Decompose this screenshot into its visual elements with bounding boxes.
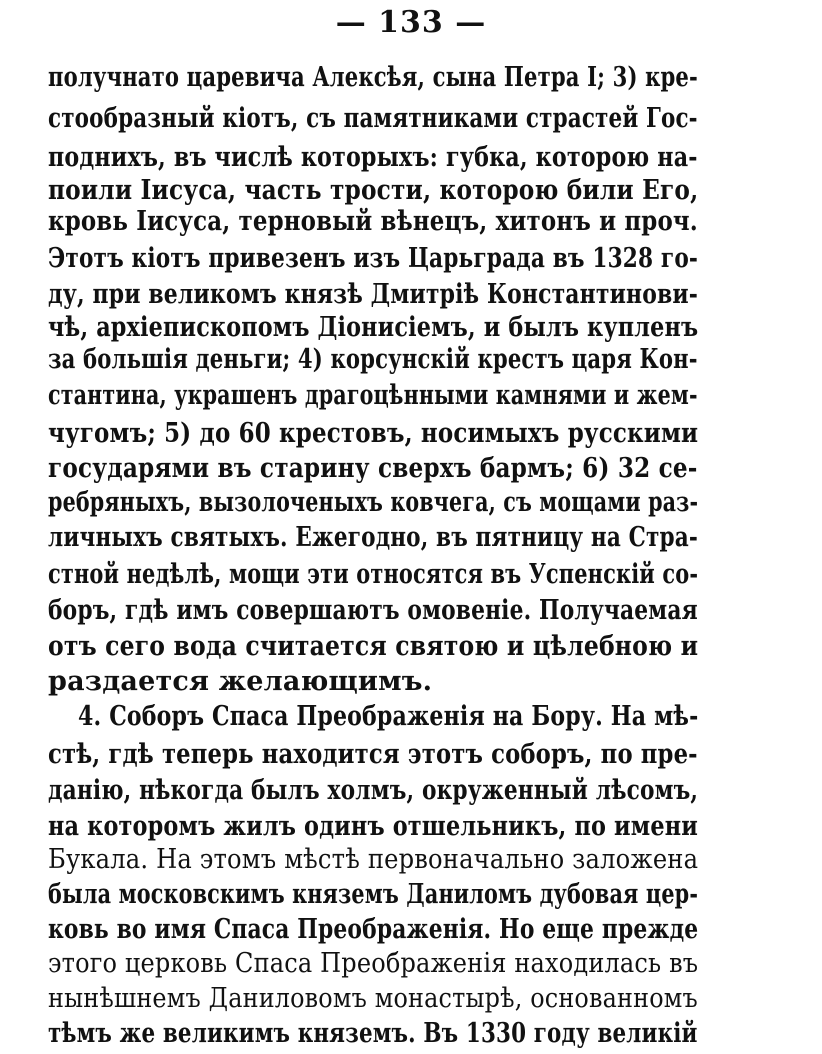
text-line: за большія деньги; 4) корсунскій крестъ царя Кон- [48,344,698,375]
text-line: ребряныхъ, вызолоченыхъ ковчега, съ мощами раз- [48,487,698,518]
text-line: Букала. На этомъ мѣстѣ первоначально заложена [48,844,698,875]
text-line: стѣ, гдѣ теперь находится этотъ соборъ, по пре- [48,739,698,770]
text-line: была московскимъ княземъ Даниломъ дубовая цер- [48,879,698,910]
text-line: стантина, украшенъ драгоцѣнными камнями и жем- [48,380,698,411]
text-line: Этотъ кіотъ привезенъ изъ Царьграда въ 1328 го- [48,243,698,274]
text-line: государями въ старину сверхъ бармъ; 6) 32 се- [48,453,698,484]
text-line: данію, нѣкогда былъ холмъ, окруженный лѣсомъ, [48,775,698,806]
text-line: на которомъ жилъ одинъ отшельникъ, по имени [48,811,698,842]
text-line: боръ, гдѣ имъ совершаютъ омовеніе. Получаемая [48,595,698,626]
text-line: раздается желающимъ. [48,666,433,697]
text-line: чугомъ; 5) до 60 крестовъ, носимыхъ русскими [48,418,698,449]
text-line: кровь Іисуса, терновый вѣнецъ, хитонъ и проч. [48,206,698,237]
text-line: этого церковь Спаса Преображенія находилась въ [48,948,698,979]
text-line: поили Іисуса, часть трости, которою били Его, [48,175,698,206]
text-line: тѣмъ же великимъ княземъ. Въ 1330 году великій [48,1018,698,1049]
text-line: стообразный кіотъ, съ памятниками страстей Гос- [48,103,698,134]
text-line: поднихъ, въ числѣ которыхъ: губка, которою на- [48,142,698,173]
text-line: получнато царевича Алексѣя, сына Петра I; 3) кре- [48,62,698,93]
text-line: ду, при великомъ князѣ Дмитріѣ Константинови- [48,279,698,310]
text-line: ковь во имя Спаса Преображенія. Но еще прежде [48,914,698,945]
text-line: личныхъ святыхъ. Ежегодно, въ пятницу на Стра- [48,522,698,553]
text-line: чѣ, архіепископомъ Діонисіемъ, и былъ купленъ [48,312,698,343]
text-line: нынѣшнемъ Даниловомъ монастырѣ, основанномъ [48,983,698,1014]
text-line: стной недѣлѣ, мощи эти относятся въ Успенскій со- [48,559,698,590]
page-number-header: — 133 — [335,5,487,40]
section-heading-line: 4. Соборъ Спаса Преображенія на Бору. На мѣ- [78,701,698,732]
text-line: отъ сего вода считается святою и цѣлебною и [48,631,698,662]
